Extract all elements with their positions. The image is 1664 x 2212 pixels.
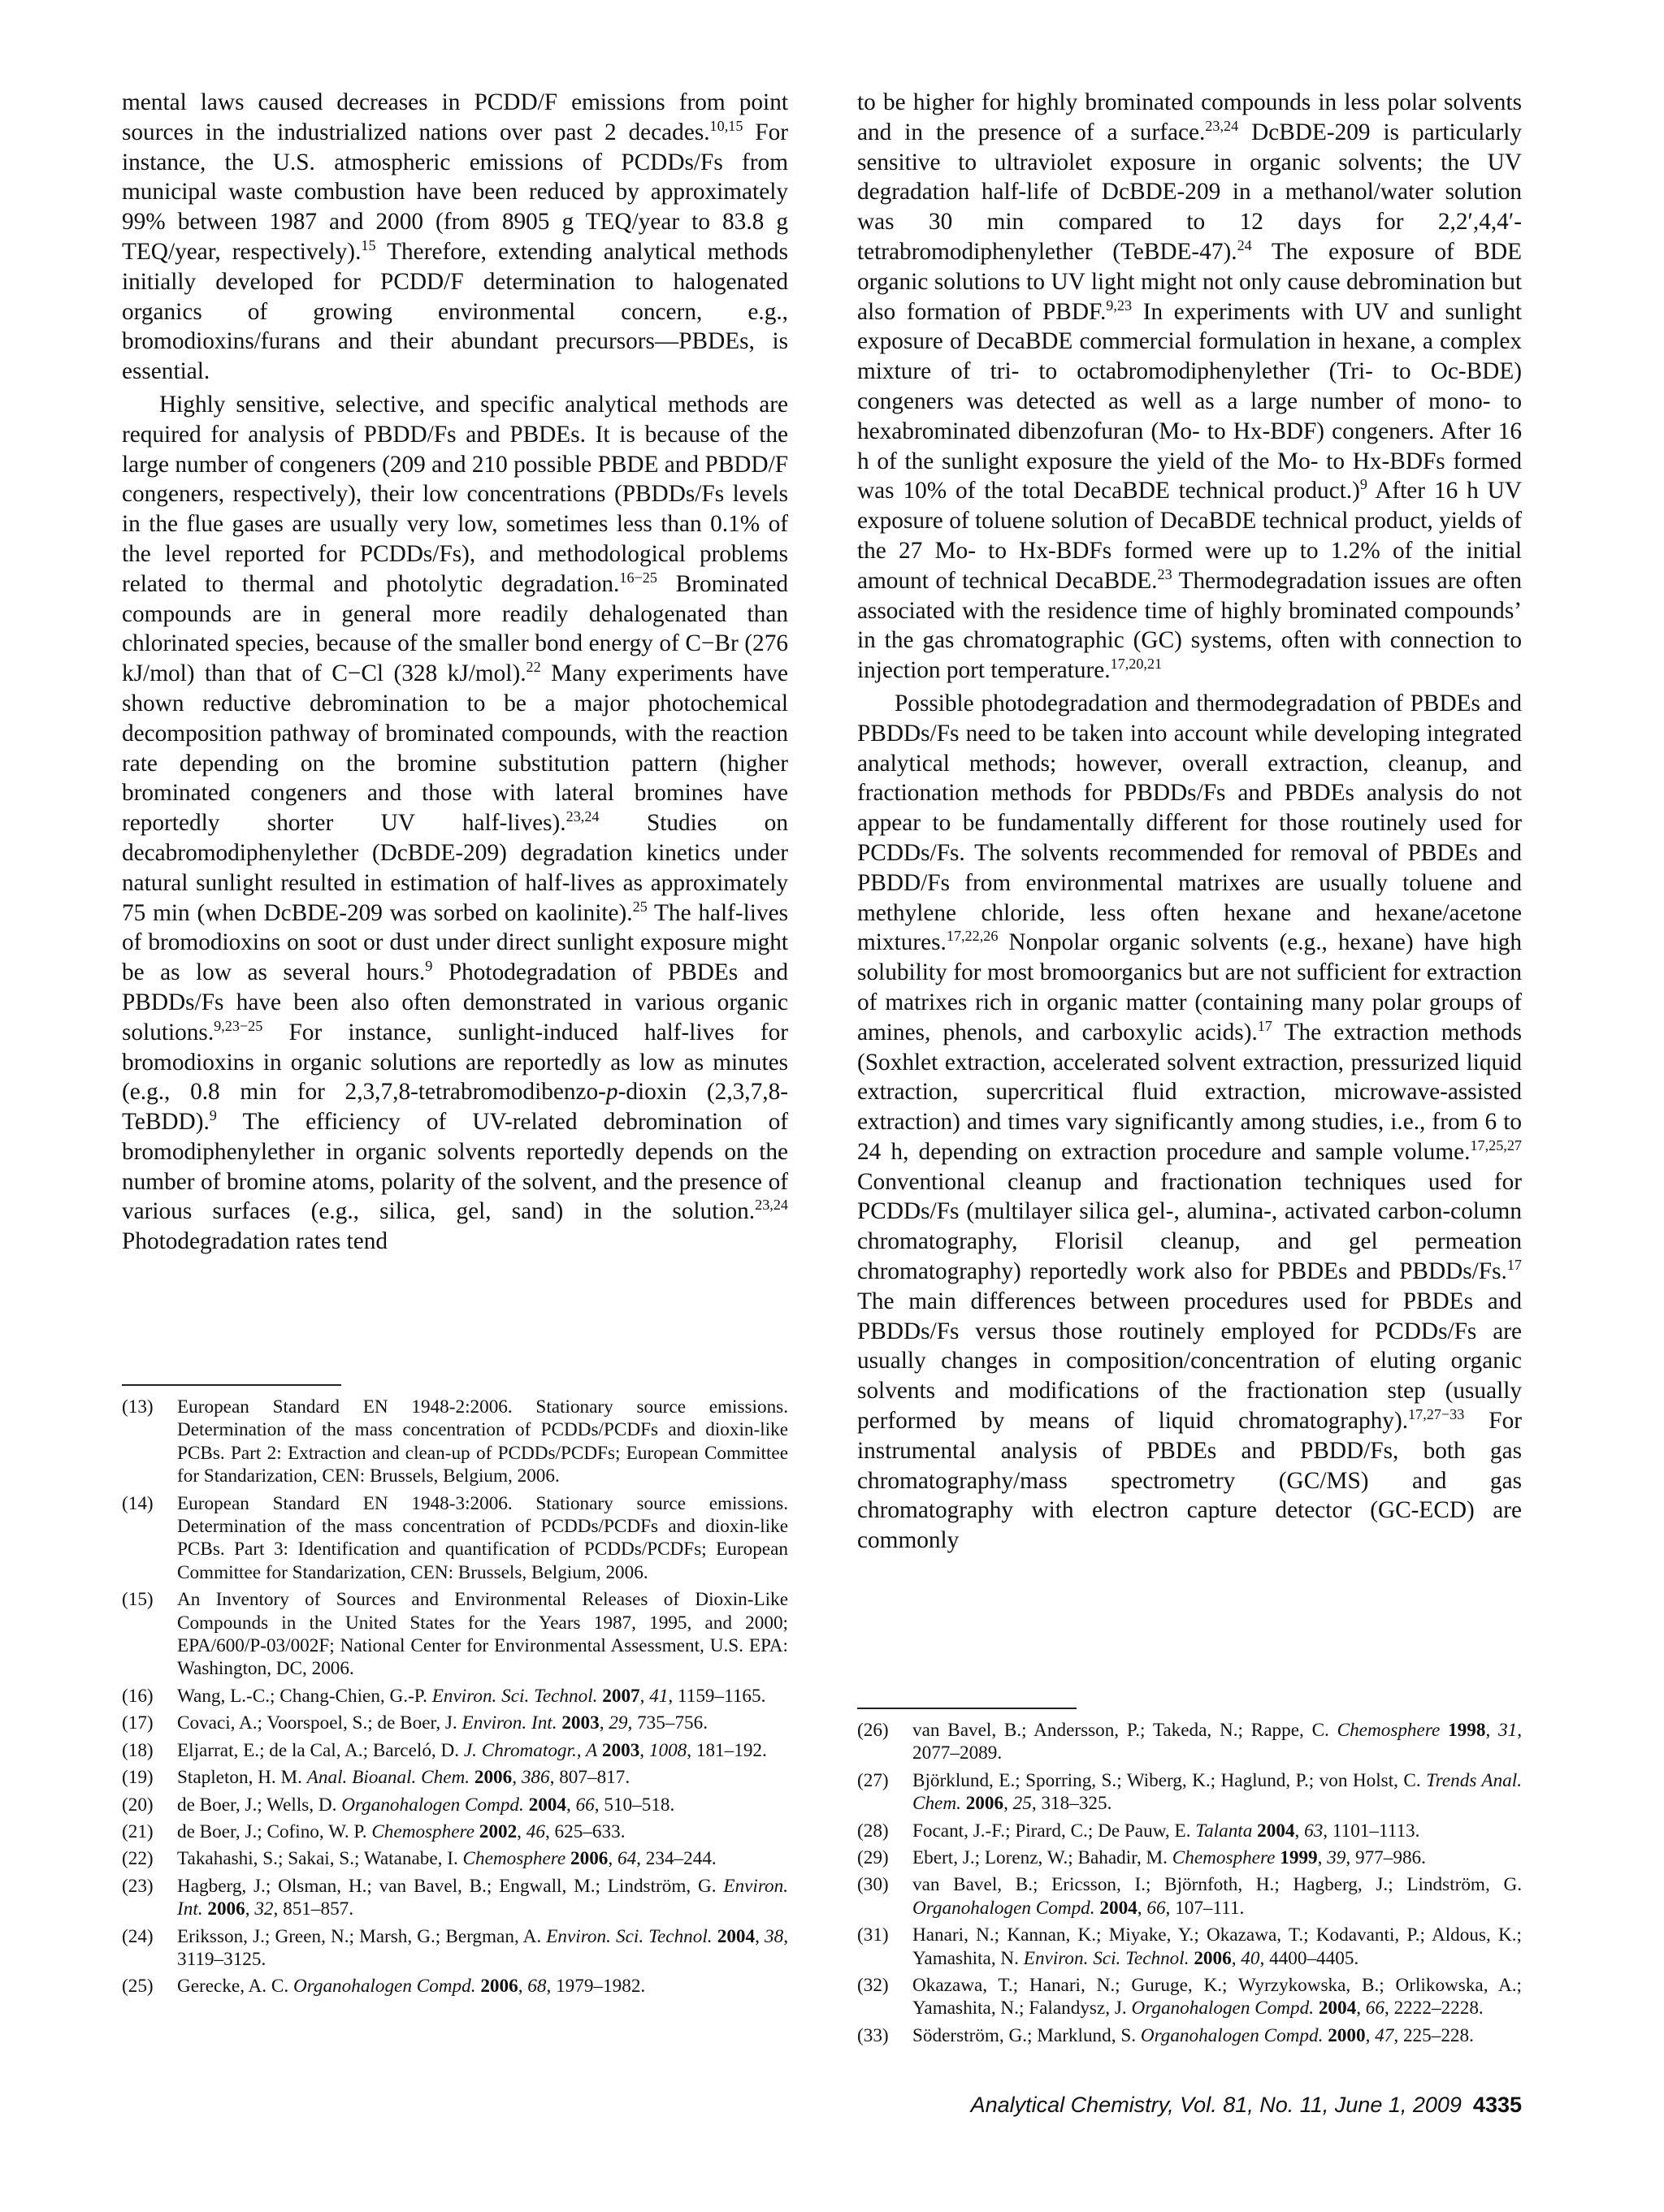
reference-number: (15) (122, 1589, 154, 1611)
reference-item (122, 1396, 788, 1488)
reference-item (122, 1875, 788, 1921)
reference-text: Eljarrat, E.; de la Cal, A.; Barceló, D. J. Chromatogr., A 2003, 1008, 181–192. (177, 1739, 767, 1761)
reference-item (122, 1766, 788, 1789)
page-footer (971, 2093, 1522, 2118)
reference-list-right (857, 1719, 1522, 2051)
reference-item (857, 1974, 1522, 2020)
reference-number: (28) (857, 1820, 889, 1842)
reference-text: Covaci, A.; Voorspoel, S.; de Boer, J. Environ. Int. 2003, 29, 735–756. (177, 1712, 708, 1734)
reference-item (122, 1975, 788, 1998)
reference-item (857, 1769, 1522, 1816)
reference-list-left (122, 1396, 788, 2002)
reference-number: (30) (857, 1874, 889, 1896)
reference-item (122, 1739, 788, 1762)
reference-text: van Bavel, B.; Andersson, P.; Takeda, N.; Rappe, C. Chemosphere 1998, 31, 2077–2089. (912, 1720, 1522, 1764)
reference-number: (13) (122, 1396, 154, 1418)
reference-number: (17) (122, 1712, 154, 1734)
reference-number: (24) (122, 1925, 154, 1947)
left-column (122, 88, 788, 1257)
reference-item (857, 1873, 1522, 1920)
reference-text: van Bavel, B.; Ericsson, I.; Björnfoth, H.; Hagberg, J.; Lindström, G. Organohalogen Compd. 2004, 66, 107–111. (912, 1874, 1522, 1919)
reference-text: de Boer, J.; Wells, D. Organohalogen Compd. 2004, 66, 510–518. (177, 1794, 675, 1816)
footnote-divider-left (122, 1384, 341, 1386)
reference-item (122, 1820, 788, 1843)
reference-text: Ebert, J.; Lorenz, W.; Bahadir, M. Chemosphere 1999, 39, 977–986. (912, 1847, 1426, 1869)
reference-text: Wang, L.-C.; Chang-Chien, G.-P. Environ. Sci. Technol. 2007, 41, 1159–1165. (177, 1685, 766, 1707)
reference-text: An Inventory of Sources and Environmental Releases of Dioxin-Like Compounds in the United States for the Years 1987, 1995, and 2000; EPA/600/P-03/002F; National Center for Environmental Assessment, U.S. EPA: Washington, DC, 2006. (177, 1589, 788, 1680)
reference-item (857, 2024, 1522, 2047)
reference-number: (31) (857, 1924, 889, 1946)
reference-item (122, 1794, 788, 1816)
reference-item (122, 1685, 788, 1708)
reference-number: (21) (122, 1820, 154, 1842)
reference-item (857, 1820, 1522, 1842)
reference-number: (14) (122, 1492, 154, 1514)
reference-text: Gerecke, A. C. Organohalogen Compd. 2006, 68, 1979–1982. (177, 1976, 646, 1998)
body-paragraph-1: mental laws caused decreases in PCDD/F emissions from point sources in the industrialized nations over past 2 decades.$^{10,15}$ For instance, the U.S. atmospheric emissions of PCDDs/Fs from municipal waste combustion have been reduced by approximately 99% between 1987 and 2000 (from 8905 g TEQ/year to 83.8 g TEQ/year, respectively).$^{15}$ Therefore, extending analytical methods initially developed for PCDD/F determination to halogenated organics of growing environmental concern, e.g., bromodioxins/furans and their abundant precursors—PBDEs, is essential. (122, 89, 788, 385)
reference-item (122, 1925, 788, 1972)
reference-text: Takahashi, S.; Sakai, S.; Watanabe, I. Chemosphere 2006, 64, 234–244. (177, 1848, 717, 1870)
reference-item (122, 1712, 788, 1734)
reference-number: (29) (857, 1847, 889, 1869)
reference-item (122, 1588, 788, 1681)
reference-number: (16) (122, 1685, 154, 1707)
reference-text: Stapleton, H. M. Anal. Bioanal. Chem. 2006, 386, 807–817. (177, 1767, 630, 1789)
reference-number: (27) (857, 1769, 889, 1791)
reference-item (122, 1847, 788, 1870)
reference-text: Focant, J.-F.; Pirard, C.; De Pauw, E. Talanta 2004, 63, 1101–1113. (912, 1820, 1420, 1842)
reference-text: Söderström, G.; Marklund, S. Organohalogen Compd. 2000, 47, 225–228. (912, 2024, 1474, 2046)
reference-text: Hanari, N.; Kannan, K.; Miyake, Y.; Okazawa, T.; Kodavanti, P.; Aldous, K.; Yamashita, N. Environ. Sci. Technol. 2006, 40, 4400–4405. (912, 1924, 1522, 1969)
reference-item (857, 1719, 1522, 1765)
journal-citation: Analytical Chemistry, Vol. 81, No. 11, June 1, 2009 (970, 2093, 1462, 2117)
reference-number: (20) (122, 1794, 154, 1816)
body-paragraph-2: Highly sensitive, selective, and specific analytical methods are required for analysis of PBDD/Fs and PBDEs. It is because of the large number of congeners (209 and 210 possible PBDE and PBDD/F congeners, respectively), their low concentrations (PBDDs/Fs levels in the flue gases are usually very low, sometimes less than 0.1% of the level reported for PCDDs/Fs), and methodological problems related to thermal and photolytic degradation.$^{16-25}$ Brominated compounds are in general more readily dehalogenated than chlorinated species, because of the smaller bond energy of C−Br (276 kJ/mol) than that of C−Cl (328 kJ/mol).$^{22}$ Many experiments have shown reductive debromination to be a major photochemical decomposition pathway of brominated compounds, with the reaction rate depending on the bromine substitution pattern (higher brominated congeners and those with lateral bromines have reportedly shorter UV half-lives).$^{23,24}$ Studies on decabromodiphenylether (DcBDE-209) degradation kinetics under natural sunlight resulted in estimation of half-lives as approximately 75 min (when DcBDE-209 was sorbed on kaolinite).$^{25}$ The half-lives of bromodioxins on soot or dust under direct sunlight exposure might be as low as several hours.$^9$ Photodegradation of PBDEs and PBDDs/Fs have been also often demonstrated in various organic solutions.$^{9,23-25}$ For instance, sunlight-induced half-lives for bromodioxins in organic solutions are reportedly as low as minutes (e.g., 0.8 min for 2,3,7,8-tetrabromodibenzo-p-dioxin (2,3,7,8-TeBDD).$^9$ The efficiency of UV-related debromination of bromodiphenylether in organic solvents reportedly depends on the number of bromine atoms, polarity of the solvent, and the presence of various surfaces (e.g., silica, gel, sand) in the solution.$^{23,24}$ Photodegradation rates tend (122, 391, 788, 1255)
right-column (857, 88, 1522, 1556)
reference-text: European Standard EN 1948-2:2006. Stationary source emissions. Determination of the mass concentration of PCDDs/PCDFs and dioxin-like PCBs. Part 2: Extraction and clean-up of PCDDs/PCDFs; European Committee for Standarization, CEN: Brussels, Belgium, 2006. (177, 1396, 788, 1487)
reference-number: (19) (122, 1767, 154, 1789)
reference-text: European Standard EN 1948-3:2006. Stationary source emissions. Determination of the mass concentration of PCDDs/PCDFs and dioxin-like PCBs. Part 3: Identification and quantification of PCDDs/PCDFs; European Committee for Standarization, CEN: Brussels, Belgium, 2006. (177, 1492, 788, 1583)
reference-text: Hagberg, J.; Olsman, H.; van Bavel, B.; Engwall, M.; Lindström, G. Environ. Int. 2006, 32, 851–857. (177, 1875, 788, 1920)
reference-text: Björklund, E.; Sporring, S.; Wiberg, K.; Haglund, P.; von Holst, C. Trends Anal. Chem. 2006, 25, 318–325. (912, 1769, 1522, 1815)
page-number: 4335 (1472, 2093, 1522, 2117)
reference-text: de Boer, J.; Cofino, W. P. Chemosphere 2002, 46, 625–633. (177, 1820, 626, 1842)
body-paragraph-4: Possible photodegradation and thermodegradation of PBDEs and PBDDs/Fs need to be taken into account while developing integrated analytical methods; however, overall extraction, cleanup, and fractionation methods for PBDDs/Fs and PBDEs analysis do not appear to be fundamentally different for those routinely used for PCDDs/Fs. The solvents recommended for removal of PBDEs and PBDD/Fs from environmental matrixes are usually toluene and methylene chloride, less often hexane and hexane/acetone mixtures.$^{17,22,26}$ Nonpolar organic solvents (e.g., hexane) have high solubility for most bromoorganics but are not sufficient for extraction of matrixes rich in organic matter (containing many polar groups of amines, phenols, and carboxylic acids).$^{17}$ The extraction methods (Soxhlet extraction, accelerated solvent extraction, pressurized liquid extraction, supercritical fluid extraction, microwave-assisted extraction) and times vary significantly among studies, i.e., from 6 to 24 h, depending on extraction procedure and sample volume.$^{17,25,27}$ Conventional cleanup and fractionation techniques used for PCDDs/Fs (multilayer silica gel-, alumina-, activated carbon-column chromatography, Florisil cleanup, and gel permeation chromatography) reportedly work also for PBDEs and PBDDs/Fs.$^{17}$ The main differences between procedures used for PBDEs and PBDDs/Fs versus those routinely employed for PCDDs/Fs are usually changes in composition/concentration of eluting organic solvents and modifications of the fractionation step (usually performed by means of liquid chromatography).$^{17,27-33}$ For instrumental analysis of PBDEs and PBDD/Fs, both gas chromatography/mass spectrometry (GC/MS) and gas chromatography with electron capture detector (GC-ECD) are commonly (857, 690, 1523, 1554)
reference-number: (22) (122, 1848, 154, 1870)
reference-number: (26) (857, 1720, 889, 1741)
reference-number: (33) (857, 2024, 889, 2046)
reference-number: (18) (122, 1739, 154, 1761)
reference-text: Okazawa, T.; Hanari, N.; Guruge, K.; Wyrzykowska, B.; Orlikowska, A.; Yamashita, N.; Falandysz, J. Organohalogen Compd. 2004, 66, 2222–2228. (912, 1975, 1522, 2019)
reference-item (857, 1924, 1522, 1970)
reference-number: (23) (122, 1875, 154, 1897)
reference-number: (25) (122, 1976, 154, 1998)
body-paragraph-3: to be higher for highly brominated compounds in less polar solvents and in the presence of a surface.$^{23,24}$ DcBDE-209 is particularly sensitive to ultraviolet exposure in organic solvents; the UV degradation half-life of DcBDE-209 in a methanol/water solution was 30 min compared to 12 days for 2,2′,4,4′-tetrabromodiphenylether (TeBDE-47).$^{24}$ The exposure of BDE organic solutions to UV light might not only cause debromination but also formation of PBDF.$^{9,23}$ In experiments with UV and sunlight exposure of DecaBDE commercial formulation in hexane, a complex mixture of tri- to octabromodiphenylether (Tri- to Oc-BDE) congeners was detected as well as a large number of mono- to hexabrominated dibenzofuran (Mo- to Hx-BDF) congeners. After 16 h of the sunlight exposure the yield of the Mo- to Hx-BDFs formed was 10% of the total DecaBDE technical product.)$^9$ After 16 h UV exposure of toluene solution of DecaBDE technical product, yields of the 27 Mo- to Hx-BDFs formed were up to 1.2% of the initial amount of technical DecaBDE.$^{23}$ Thermodegradation issues are often associated with the residence time of highly brominated compounds’ in the gas chromatographic (GC) systems, often with connection to injection port temperature.$^{17,20,21}$ (857, 89, 1523, 684)
reference-number: (32) (857, 1975, 889, 1997)
reference-item (122, 1492, 788, 1585)
reference-text: Eriksson, J.; Green, N.; Marsh, G.; Bergman, A. Environ. Sci. Technol. 2004, 38, 3119–3125. (177, 1925, 789, 1970)
footnote-divider-right (857, 1708, 1077, 1709)
reference-item (857, 1846, 1522, 1869)
